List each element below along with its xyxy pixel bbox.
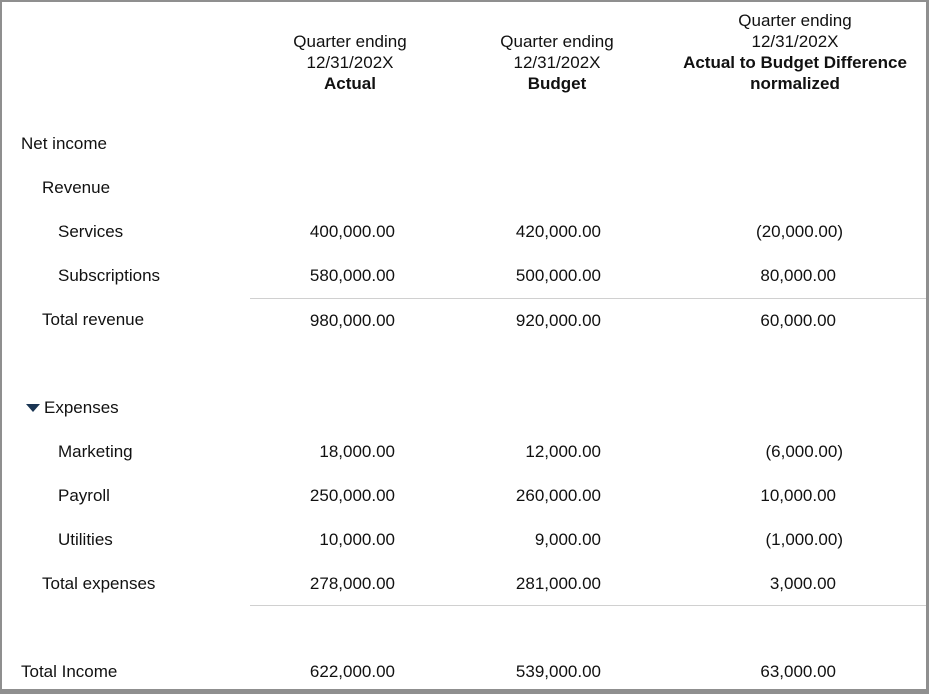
value-cell: 10,000.00 — [760, 486, 836, 505]
header-label-spacer — [2, 10, 250, 122]
row-label — [2, 398, 250, 418]
row-values — [250, 254, 926, 298]
row-net-income — [2, 122, 926, 166]
collapse-triangle-icon[interactable] — [26, 404, 40, 412]
report-header — [2, 2, 926, 122]
row-label: Total revenue — [42, 310, 145, 329]
value-cell: (20,000.00) — [756, 222, 843, 241]
row-values — [250, 430, 926, 474]
row-values — [250, 562, 926, 606]
column-header-line: Budget — [527, 74, 587, 93]
value-cell: 3,000.00 — [769, 573, 836, 593]
column-header-line: Quarter ending — [293, 32, 407, 51]
row-label: Services — [58, 222, 124, 241]
row-label: Total Income — [21, 662, 118, 681]
value-cell: 920,000.00 — [515, 310, 601, 330]
column-header-budget — [450, 31, 664, 122]
value-cell: 580,000.00 — [309, 266, 395, 285]
value-cell: 12,000.00 — [525, 442, 601, 461]
row-values — [250, 474, 926, 518]
row-label: Revenue — [42, 178, 111, 197]
value-cell: 278,000.00 — [309, 573, 395, 593]
column-header-line: 12/31/202X — [751, 32, 839, 51]
value-cell: 10,000.00 — [319, 530, 395, 549]
section-gap — [2, 342, 926, 386]
value-cell: 260,000.00 — [515, 486, 601, 505]
row-total-income — [2, 650, 926, 694]
value-cell: 60,000.00 — [760, 310, 836, 330]
value-cell: 622,000.00 — [309, 662, 395, 681]
section-gap — [2, 606, 926, 650]
row-label-text: Expenses — [44, 398, 119, 417]
value-cell: 420,000.00 — [515, 222, 601, 241]
row-label: Subscriptions — [58, 266, 161, 285]
row-label: Net income — [21, 134, 107, 153]
row-marketing — [2, 430, 926, 474]
column-header-line: 12/31/202X — [513, 53, 601, 72]
value-cell: (1,000.00) — [765, 530, 843, 549]
row-utilities — [2, 518, 926, 562]
column-header-line: Actual — [324, 74, 376, 93]
column-header-difference — [664, 10, 926, 122]
value-cell: 980,000.00 — [309, 310, 395, 330]
column-header-line: Actual to Budget Difference — [683, 53, 907, 72]
column-header-line: Quarter ending — [500, 32, 614, 51]
row-values — [250, 650, 926, 694]
row-total-expenses — [2, 562, 926, 606]
value-cell: 9,000.00 — [534, 530, 601, 549]
column-header-line: Quarter ending — [738, 11, 852, 30]
row-values — [250, 210, 926, 254]
value-cell: 250,000.00 — [309, 486, 395, 505]
column-header-line: normalized — [750, 74, 840, 93]
value-cell: 63,000.00 — [760, 662, 836, 681]
value-cell: 80,000.00 — [760, 266, 836, 285]
value-cell: 539,000.00 — [515, 662, 601, 681]
value-cell: 281,000.00 — [515, 573, 601, 593]
row-services — [2, 210, 926, 254]
row-subscriptions — [2, 254, 926, 298]
row-label: Payroll — [58, 486, 110, 505]
row-values — [250, 518, 926, 562]
row-label: Utilities — [58, 530, 113, 549]
row-revenue — [2, 166, 926, 210]
column-header-actual — [250, 31, 450, 122]
column-header-line: 12/31/202X — [306, 53, 394, 72]
row-payroll — [2, 474, 926, 518]
row-total-revenue — [2, 298, 926, 342]
value-cell: 500,000.00 — [515, 266, 601, 285]
value-cell: 400,000.00 — [309, 222, 395, 241]
row-expenses — [2, 386, 926, 430]
value-cell: 18,000.00 — [319, 442, 395, 461]
row-label: Total expenses — [42, 574, 156, 593]
row-label: Marketing — [58, 442, 133, 461]
row-values — [250, 298, 926, 342]
value-cell: (6,000.00) — [765, 442, 843, 461]
